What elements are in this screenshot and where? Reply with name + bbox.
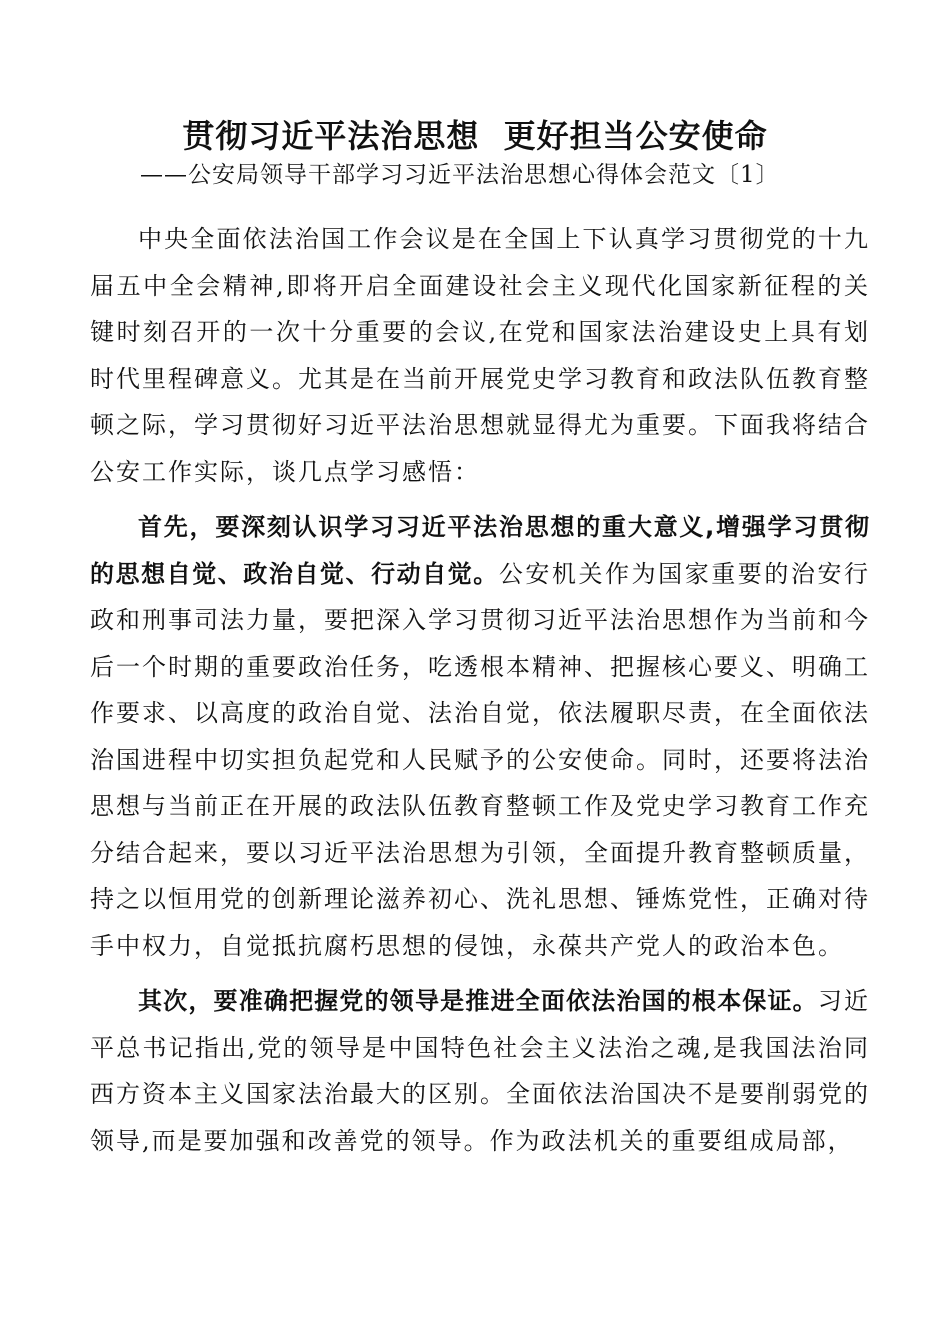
paragraph-text: 公安机关作为国家重要的治安行政和刑事司法力量，要把深入学习贯彻习近平法治思想作为当前和今后一个时期的重要政治任务，吃透根本精神、把握核心要义、明确工作要求、以高度的政治自觉、法治自觉，依法履职尽责，在全面依法治国进程中切实担负起党和人民赋予的公安使命。同时，还要将法治思想与当前正在开展的政法队伍教育整顿工作及党史学习教育工作充分结合起来，要以习近平法治思想为引领，全面提升教育整顿质量，持之以恒用党的创新理论滋养初心、洗礼思想、锤炼党性，正确对待手中权力，自觉抵抗腐朽思想的侵蚀，永葆共产党人的政治本色。 [90, 559, 870, 960]
paragraph-text: 习近平总书记指出,党的领导是中国特色社会主义法治之魂,是我国法治同西方资本主义国家法治最大的区别。全面依法治国决不是要削弱党的领导,而是要加强和改善党的领导。作为政法机关的重要组成局部， [90, 987, 871, 1155]
paragraph-second-point [90, 978, 870, 1164]
paragraph-intro [90, 216, 870, 495]
document-body [90, 216, 870, 1164]
paragraph-lead: 首先，要深刻认识学习习近平法治思想的重大意义,增强学习贯彻的思想自觉、政治自觉、行动自觉。 [90, 513, 870, 588]
paragraph-text: 中央全面依法治国工作会议是在全国上下认真学习贯彻党的十九届五中全会精神,即将开启全面建设社会主义现代化国家新征程的关键时刻召开的一次十分重要的会议,在党和国家法治建设史上具有划时代里程碑意义。尤其是在当前开展党史学习教育和政法队伍教育整顿之际，学习贯彻好习近平法治思想就显得尤为重要。下面我将结合公安工作实际，谈几点学习感悟： [90, 225, 870, 486]
paragraph-lead: 其次，要准确把握党的领导是推进全面依法治国的根本保证。 [138, 987, 818, 1015]
document-subtitle: ——公安局领导干部学习习近平法治思想心得体会范文〔1〕 [140, 162, 780, 188]
document-title: 贯彻习近平法治思想 更好担当公安使命 [182, 117, 768, 155]
paragraph-first-point [90, 504, 870, 969]
